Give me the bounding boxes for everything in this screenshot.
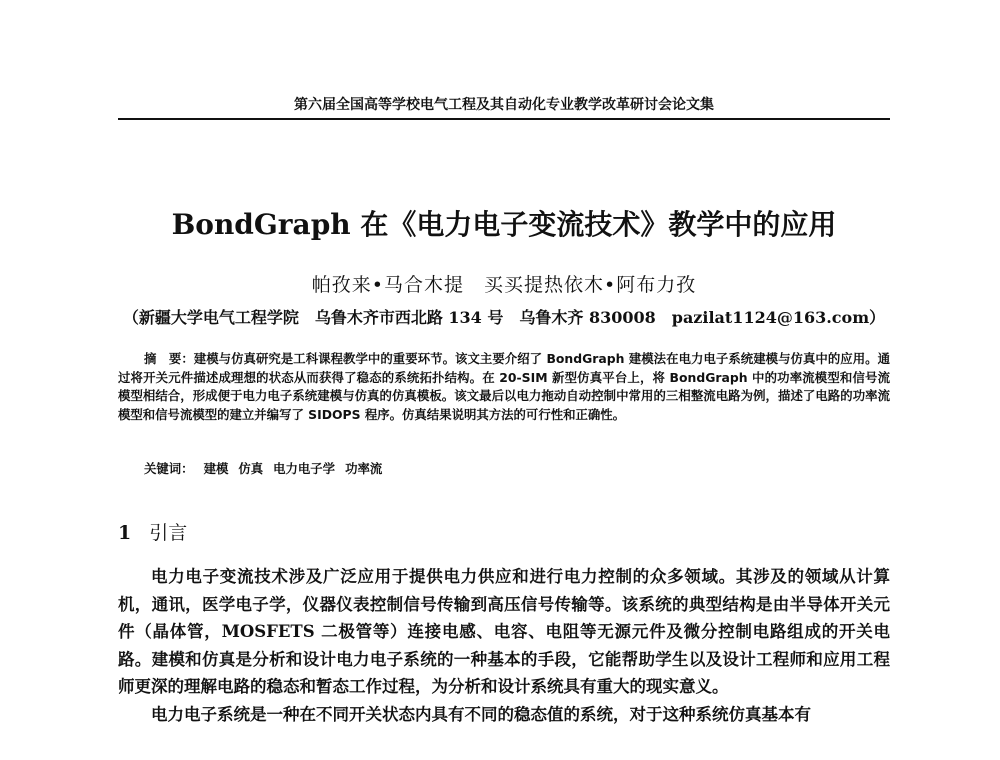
abstract-text: 建模与仿真研究是工科课程教学中的重要环节。该文主要介绍了 BondGraph 建模法在电力电子系统建模与仿真中的应用。通过将开关元件描述成理想的状态从而获得了稳态的系统拓扑结构。在 20-SIM 新型仿真平台上，将 BondGraph 中的功率流模型和信号流模型相结合，形成便于电力电子系统建模与仿真的仿真模板。该文最后以电力拖动自动控制中常用的三相整流电路为例，描述了电路的功率流模型和信号流模型的建立并编写了 SIDOPS 程序。仿真结果说明其方法的可行性和正确性。: [118, 351, 891, 422]
keyword-item: 电力电子学: [273, 461, 336, 476]
keywords-label: 关键词：: [144, 461, 194, 476]
abstract-label: 摘 要：: [144, 351, 194, 366]
authors: 帕孜来•马合木提 买买提热依木•阿布力孜: [311, 274, 697, 296]
keywords: [144, 460, 890, 478]
paper-title: BondGraph 在《电力电子变流技术》教学中的应用: [171, 208, 837, 241]
body-text: [118, 563, 890, 728]
section-heading: [118, 520, 187, 546]
section-number: 1: [118, 522, 132, 544]
keyword-item: 仿真: [238, 461, 264, 476]
body-paragraph: 电力电子变流技术涉及广泛应用于提供电力供应和进行电力控制的众多领域。其涉及的领域从计算机，通讯，医学电子学，仪器仪表控制信号传输到高压信号传输等。该系统的典型结构是由半导体开关元件（晶体管，MOSFETS 二极管等）连接电感、电容、电阻等无源元件及微分控制电路组成的开关电路。建模和仿真是分析和设计电力电子系统的一种基本的手段，它能帮助学生以及设计工程师和应用工程师更深的理解电路的稳态和暂态工作过程，为分析和设计系统具有重大的现实意义。: [118, 567, 890, 696]
keyword-item: 功率流: [345, 461, 383, 476]
keyword-item: 建模: [203, 461, 229, 476]
abstract: [118, 350, 890, 424]
header-rule: [118, 118, 890, 120]
affiliation: （新疆大学电气工程学院 乌鲁木齐市西北路 134 号 乌鲁木齐 830008 pazilat1124@163.com）: [122, 308, 886, 327]
body-paragraph: 电力电子系统是一种在不同开关状态内具有不同的稳态值的系统，对于这种系统仿真基本有: [151, 704, 811, 724]
running-header: 第六届全国高等学校电气工程及其自动化专业教学改革研讨会论文集: [294, 97, 714, 113]
section-title: 引言: [149, 522, 188, 544]
